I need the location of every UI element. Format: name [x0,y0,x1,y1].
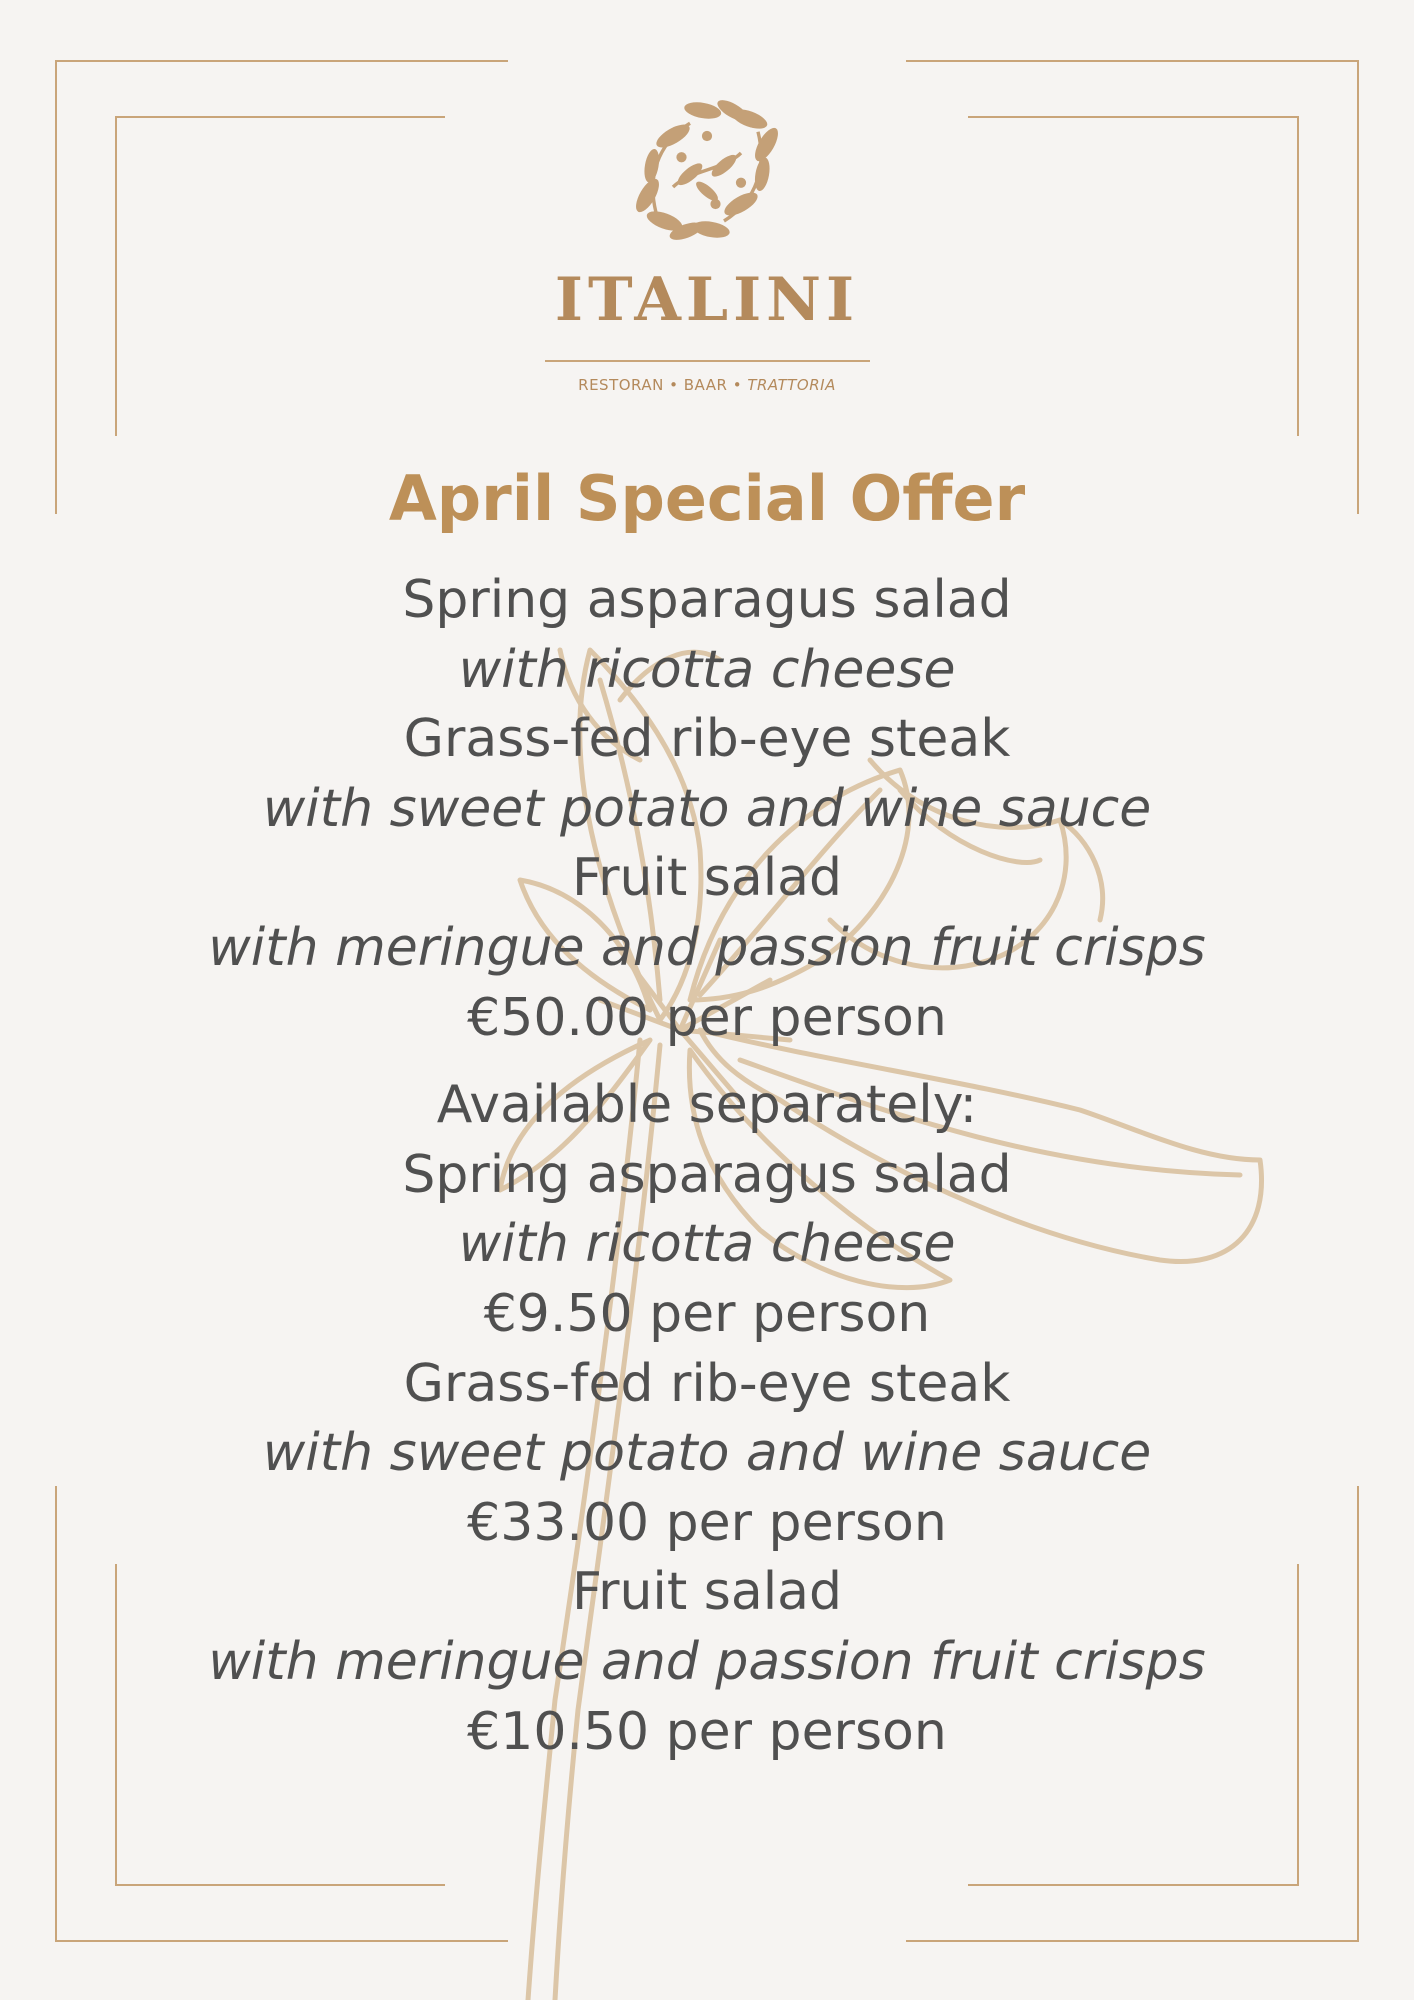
dish-price: €9.50 per person [483,1283,931,1344]
separate-menu [0,1071,1414,1767]
set-menu [0,566,1414,1053]
menu-content [0,566,1414,1767]
dish-name: Fruit salad [571,1562,843,1623]
dish-price: €33.00 per person [467,1492,947,1553]
dish-name: Spring asparagus salad [402,1144,1012,1205]
tagline-separator: • [669,376,679,394]
dish-description: with ricotta cheese [458,1214,956,1275]
dish-description: with meringue and passion fruit crisps [208,1631,1206,1692]
tagline-baar: BAAR [683,376,728,394]
tagline-trattoria: TRATTORIA [747,376,836,394]
section-gap [0,1053,1414,1071]
dish-name: Spring asparagus salad [402,570,1012,630]
dish-name: Grass-fed rib-eye steak [403,1353,1011,1414]
dish-description: with ricotta cheese [458,639,956,700]
brand-tagline [0,376,1414,394]
dish-price: €10.50 per person [467,1701,947,1762]
set-menu-price: €50.00 per person [467,987,947,1048]
section-heading: Available separately: [436,1075,978,1136]
dish-description: with meringue and passion fruit crisps [208,917,1206,978]
dish-description: with sweet potato and wine sauce [262,778,1152,839]
tagline-restoran: RESTORAN [578,376,664,394]
brand-name: ITALINI [554,265,860,335]
brand-divider [545,360,870,362]
dish-description: with sweet potato and wine sauce [262,1423,1152,1484]
tagline-separator: • [732,376,743,394]
olive-wreath-icon [615,85,799,255]
page-title: April Special Offer [388,462,1026,535]
dish-name: Grass-fed rib-eye steak [403,709,1011,770]
dish-name: Fruit salad [571,848,843,909]
brand-logo [0,0,1414,420]
